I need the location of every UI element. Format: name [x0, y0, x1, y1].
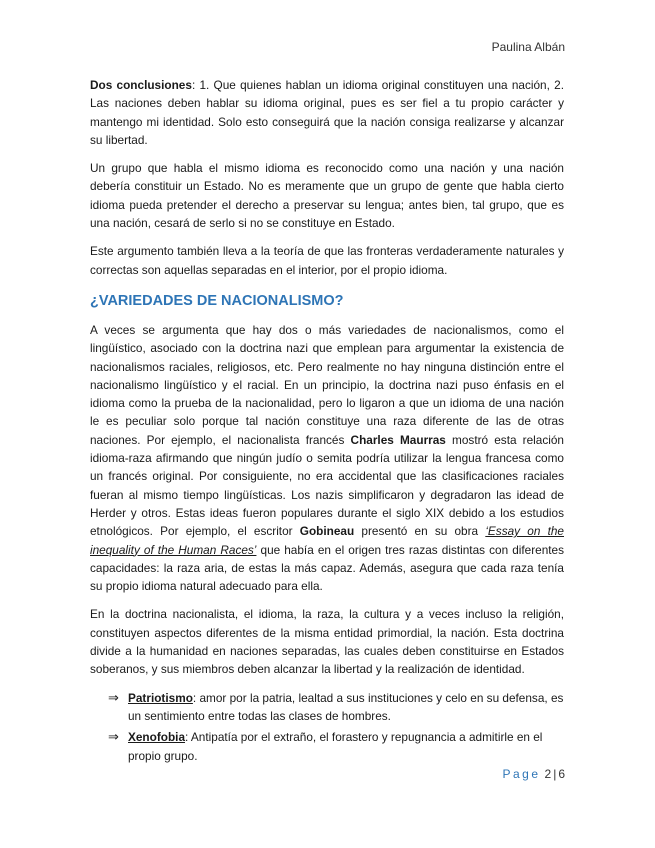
- book-title: ‘Essay on the inequality of the Human Races’: [90, 524, 564, 557]
- definition-patriotismo: : amor por la patria, lealtad a sus instituciones y celo en su defensa, es un sentimiento entre todas las clases de hombres.: [128, 690, 564, 723]
- name-charles-maurras: Charles Maurras: [350, 432, 446, 447]
- arrow-right-icon: ⇒: [108, 689, 119, 705]
- section-heading: ¿VARIEDADES DE NACIONALISMO?: [90, 292, 344, 309]
- varieties-text-e: que había en el origen tres razas distintas con diferentes capacidades: la raza aria, de estas la más capaz. Además, asegura que cada raza tenía su propio idioma natural adecuado para ella.: [90, 542, 564, 594]
- varieties-text-a: A veces se argumenta que hay dos o más variedades de nacionalismos, como el lingüístico, asociado con la doctrina nazi que emplean para argumentar la existencia de nacionalismos raciales, religiosos, etc. Pero realmente no hay ninguna distinción entre el nacionalismo lingüístico y el racial. En un principio, la doctrina nazi puso énfasis en el idioma como la prueba de la nacionalidad, pero lo ligaron a que un idioma de una nación le es peculiar solo porque tal nación constituye una raza diferente de las de otras naciones. Por ejemplo, el nacionalista francés: [90, 322, 564, 447]
- paragraph-language-state: Un grupo que habla el mismo idioma es reconocido como una nación y una nación debería constituir un Estado. No es meramente que un grupo de gente que habla cierto idioma pueda pretender el derecho a preservar su lengua; antes bien, tal grupo, que es una nación, cesará de serlo si no se constituye en Estado.: [90, 161, 564, 231]
- list-item: [90, 728, 564, 765]
- varieties-text-d: presentó en su obra: [354, 524, 486, 539]
- page-current: 2: [544, 767, 552, 781]
- page-label: Page: [502, 767, 541, 781]
- page-total: 6: [558, 767, 565, 781]
- paragraph-varieties: [90, 321, 564, 595]
- conclusions-text: : 1. Que quienes hablan un idioma original constituyen una nación, 2. Las naciones deben hablar su idioma original, pues es ser fiel a tu propio carácter y mantengo mi identidad. Solo esto conseguirá que la nación consiga realizarse y alcanzar su libertad.: [90, 78, 564, 147]
- document-body: [90, 76, 564, 768]
- header-author: Paulina Albán: [491, 40, 565, 54]
- page-number-footer: [502, 767, 565, 781]
- term-patriotismo: Patriotismo: [128, 690, 193, 705]
- definition-xenofobia: : Antipatía por el extraño, el forastero y repugnancia a admitirle en el propio grupo.: [128, 730, 543, 763]
- paragraph-conclusions: [90, 76, 564, 149]
- paragraph-doctrine: En la doctrina nacionalista, el idioma, la raza, la cultura y a veces incluso la religión, constituyen aspectos diferentes de la misma entidad primordial, la nación. Esta doctrina divide a la humanidad en naciones separadas, las cuales deben constituirse en Estados soberanos, y sus miembros deben alcanzar la libertad y la realización de identidad.: [90, 607, 564, 677]
- paragraph-borders: Este argumento también lleva a la teoría de que las fronteras verdaderamente naturales y correctas son aquellas separadas en el interior, por el propio idioma.: [90, 244, 564, 277]
- conclusions-label: Dos conclusiones: [90, 78, 192, 92]
- list-item: [90, 689, 564, 726]
- definitions-list: [90, 689, 564, 765]
- arrow-right-icon: ⇒: [108, 729, 119, 745]
- name-gobineau: Gobineau: [299, 524, 355, 539]
- varieties-text-c: mostró esta relación idioma-raza afirmando que ningún judío o semita podría utilizar la lengua francesa como un francés original. Por consiguiente, no era accidental que las clasificaciones raciales fueran al mismo tiempo lingüísticas. Los nazis simplificaron y degradaron las idead de Herder y otros. Estas ideas fueron populares durante el siglo XIX debido a los estudios etnológicos. Por ejemplo, el escritor: [90, 432, 564, 539]
- page-separator: |: [553, 767, 557, 781]
- term-xenofobia: Xenofobia: [128, 730, 186, 745]
